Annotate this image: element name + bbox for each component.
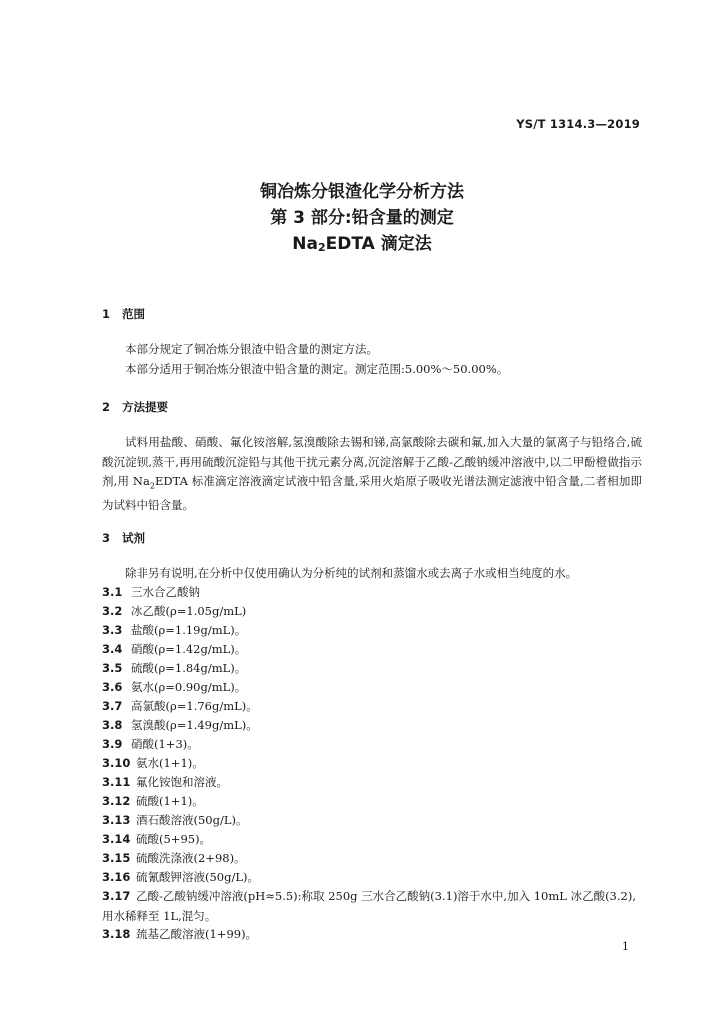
section-number: 2 (102, 400, 111, 414)
reagent-text: 硫酸(ρ=1.84g/mL)。 (131, 661, 247, 675)
scope-line-1: 本部分规定了铜冶炼分银渣中铅含量的测定方法。 (125, 342, 378, 356)
method-text-part-2: EDTA 标准滴定溶液滴定试液中铅含量,采用火焰原子吸收光谱法测定滤液中铅含量,二者相加即为试料中铅含量。 (102, 474, 642, 512)
reagent-item (102, 716, 642, 736)
reagent-text: 乙酸-乙酸钠缓冲溶液(pH≈5.5):称取 250g 三水合乙酸钠(3.1)溶于水中,加入 10mL 冰乙酸(3.2),用水稀释至 1L,混匀。 (102, 889, 636, 923)
reagent-number: 3.1 (102, 585, 123, 599)
reagent-text: 硫酸(5+95)。 (136, 832, 212, 846)
reagent-text: 硝酸(1+3)。 (131, 737, 199, 751)
reagent-item (102, 773, 642, 793)
reagent-item (102, 640, 642, 660)
reagent-item (102, 792, 642, 812)
reagent-number: 3.12 (102, 794, 131, 808)
scope-line-2: 本部分适用于铜冶炼分银渣中铅含量的测定。测定范围:5.00%～50.00%。 (125, 362, 509, 376)
section-heading-reagents (102, 530, 145, 546)
document-subtitle-part: 第 3 部分:铅含量的测定 (270, 208, 454, 228)
reagent-text: 硫酸洗涤液(2+98)。 (136, 851, 246, 865)
reagent-number: 3.16 (102, 870, 131, 884)
reagent-number: 3.8 (102, 718, 123, 732)
reagent-item (102, 735, 642, 755)
section-heading-scope (102, 306, 145, 322)
reagent-item (102, 887, 642, 926)
reagent-number: 3.14 (102, 832, 131, 846)
section-title: 范围 (122, 307, 145, 321)
page-number: 1 (622, 940, 629, 953)
reagent-number: 3.7 (102, 699, 123, 713)
section-number: 3 (102, 531, 111, 545)
reagent-number: 3.18 (102, 927, 131, 941)
reagents-intro: 除非另有说明,在分析中仅使用确认为分析纯的试剂和蒸馏水或去离子水或相当纯度的水。 (125, 566, 578, 580)
method-formula-subscript: 2 (149, 481, 155, 491)
reagent-item (102, 868, 642, 888)
reagent-item (102, 849, 642, 869)
reagent-number: 3.11 (102, 775, 131, 789)
reagent-text: 硫氰酸钾溶液(50g/L)。 (136, 870, 259, 884)
document-subtitle-method (0, 229, 724, 254)
reagent-number: 3.10 (102, 756, 131, 770)
reagent-item (102, 925, 642, 945)
section-title: 方法提要 (122, 400, 168, 414)
reagent-item (102, 754, 642, 774)
reagent-item (102, 583, 642, 603)
standard-code: YS/T 1314.3—2019 (516, 117, 640, 131)
document-title: 铜冶炼分银渣化学分析方法 (260, 182, 464, 202)
reagent-text: 盐酸(ρ=1.19g/mL)。 (131, 623, 247, 637)
method-summary-paragraph (102, 433, 642, 515)
reagent-number: 3.17 (102, 889, 131, 903)
reagent-number: 3.15 (102, 851, 131, 865)
reagent-text: 氨水(1+1)。 (136, 756, 204, 770)
reagent-item (102, 621, 642, 641)
reagent-number: 3.5 (102, 661, 123, 675)
reagent-text: 氢溴酸(ρ=1.49g/mL)。 (131, 718, 258, 732)
reagent-item (102, 659, 642, 679)
reagent-text: 硝酸(ρ=1.42g/mL)。 (131, 642, 247, 656)
reagent-text: 氟化铵饱和溶液。 (136, 775, 228, 789)
title-formula-prefix: Na (292, 234, 318, 254)
reagent-number: 3.2 (102, 604, 123, 618)
reagent-text: 酒石酸溶液(50g/L)。 (136, 813, 248, 827)
reagent-text: 三水合乙酸钠 (131, 585, 200, 599)
section-heading-method (102, 399, 168, 415)
reagent-text: 氨水(ρ=0.90g/mL)。 (131, 680, 247, 694)
reagent-number: 3.3 (102, 623, 123, 637)
title-formula-subscript: 2 (317, 241, 326, 254)
section-number: 1 (102, 307, 111, 321)
reagent-text: 巯基乙酸溶液(1+99)。 (136, 927, 258, 941)
reagent-item (102, 678, 642, 698)
reagent-text: 冰乙酸(ρ=1.05g/mL) (131, 604, 247, 618)
reagent-number: 3.9 (102, 737, 123, 751)
reagent-number: 3.13 (102, 813, 131, 827)
reagent-item (102, 830, 642, 850)
section-title: 试剂 (122, 531, 145, 545)
reagent-text: 高氯酸(ρ=1.76g/mL)。 (131, 699, 258, 713)
reagent-item (102, 697, 642, 717)
reagent-item (102, 811, 642, 831)
method-text-part-1: 试料用盐酸、硝酸、氟化铵溶解,氢溴酸除去锡和锑,高氯酸除去碳和氟,加入大量的氯离子与铅络合,硫酸沉淀钡,蒸干,再用硫酸沉淀铅与其他干扰元素分离,沉淀溶解于乙酸-乙酸钠缓冲溶液中,以二甲酚橙做指示剂,用 Na (102, 435, 642, 488)
reagent-number: 3.6 (102, 680, 123, 694)
reagent-text: 硫酸(1+1)。 (136, 794, 204, 808)
reagent-number: 3.4 (102, 642, 123, 656)
title-formula-suffix: EDTA 滴定法 (325, 234, 432, 254)
reagent-item (102, 602, 642, 622)
